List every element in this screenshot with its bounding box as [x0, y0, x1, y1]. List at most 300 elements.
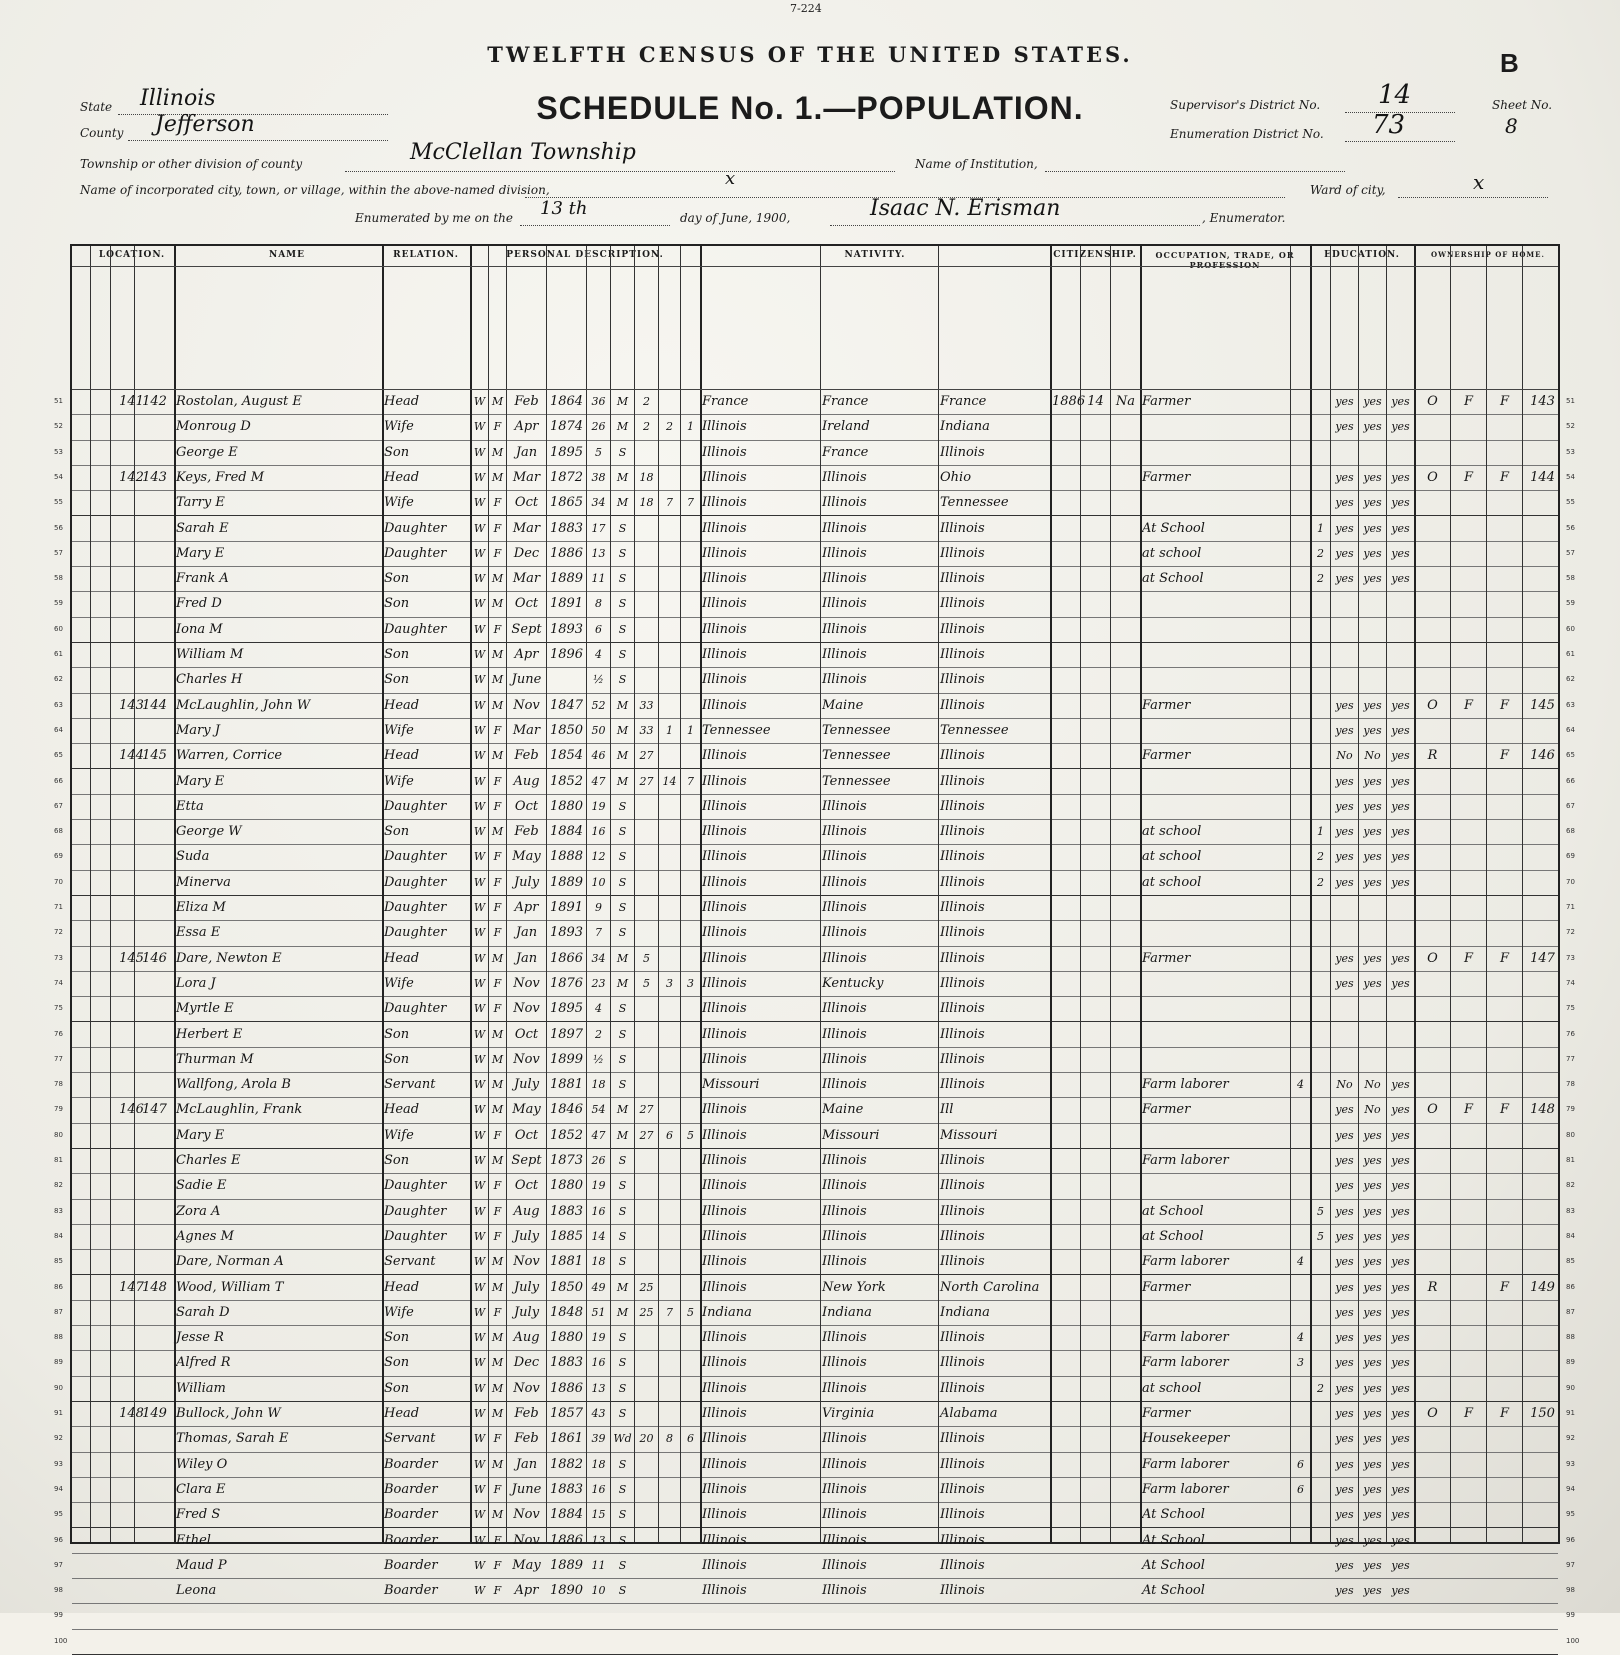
cell-imm	[1052, 465, 1079, 490]
cell-eng: yes	[1391, 1432, 1410, 1446]
cell-mo	[1292, 920, 1309, 945]
cell-sex: F	[493, 546, 502, 560]
cell-eng: yes	[1391, 1103, 1410, 1117]
line-number: 92	[54, 1434, 63, 1443]
cell-name: Zora A	[176, 1203, 221, 1219]
cell-sch	[1312, 1401, 1329, 1426]
table-row	[54, 1350, 1575, 1376]
cell-imm	[1052, 1578, 1079, 1603]
cell-ff: F	[1463, 469, 1474, 485]
cell-mc	[660, 920, 679, 945]
cell-read: yes	[1335, 976, 1354, 990]
cell-sex: F	[493, 1128, 502, 1142]
cell-imm	[1052, 642, 1079, 667]
cell-own: O	[1427, 950, 1438, 966]
cell-sch	[1312, 1426, 1329, 1451]
cell-month: Oct	[514, 596, 539, 612]
cell-month: Oct	[514, 1178, 539, 1194]
cell-sched	[1524, 1477, 1561, 1502]
cell-month	[508, 1603, 545, 1628]
cell-sch: 2	[1317, 850, 1324, 864]
line-number: 93	[1566, 1459, 1575, 1468]
cell-mar: S	[618, 597, 627, 611]
cell-mo	[1292, 1629, 1309, 1654]
cell-nat	[1112, 769, 1139, 794]
line-number: 78	[54, 1080, 63, 1089]
cell-sched	[1524, 1224, 1561, 1249]
cell-ff	[1452, 1528, 1485, 1553]
cell-own	[1416, 1426, 1449, 1451]
cell-eng: yes	[1391, 1558, 1410, 1572]
cell-mo	[1292, 591, 1309, 616]
cell-farm	[1488, 1072, 1521, 1097]
cell-mar: S	[618, 1204, 627, 1218]
population-table	[54, 244, 1580, 1645]
cell-nat	[1112, 920, 1139, 945]
column-rule	[1414, 246, 1416, 1542]
cell-year	[548, 667, 585, 692]
cell-occ: Farmer	[1142, 1102, 1191, 1118]
cell-write: yes	[1363, 774, 1382, 788]
cell-imm	[1052, 794, 1079, 819]
line-number: 99	[1566, 1611, 1575, 1620]
cell-month: May	[512, 849, 541, 865]
cell-read: yes	[1335, 1533, 1354, 1547]
cell-ml	[682, 819, 699, 844]
cell-pb: Indiana	[702, 1304, 752, 1320]
cell-sched	[1524, 769, 1561, 794]
cell-pb: Illinois	[702, 1557, 747, 1573]
cell-pb	[702, 1629, 819, 1654]
cell-yrs: 25	[639, 1280, 654, 1294]
cell-farm	[1488, 1528, 1521, 1553]
cell-nat	[1112, 1553, 1139, 1578]
cell-sched	[1524, 794, 1561, 819]
cell-yus: 14	[1087, 394, 1104, 409]
cell-ml	[682, 1275, 699, 1300]
line-number: 97	[1566, 1560, 1575, 1569]
column-rule	[1358, 246, 1359, 1542]
cell-pb: Illinois	[702, 1456, 747, 1472]
table-row	[54, 465, 1575, 491]
cell-rel	[384, 1629, 469, 1654]
cell-nat	[1112, 1629, 1139, 1654]
cell-age	[588, 1629, 609, 1654]
cell-sch	[1312, 642, 1329, 667]
cell-month: Oct	[514, 1127, 539, 1143]
cell-fam: 143	[142, 469, 167, 485]
cell-mo	[1292, 414, 1309, 439]
cell-occ	[1142, 996, 1289, 1021]
cell-age: 50	[591, 723, 606, 737]
cell-fb: Illinois	[822, 1051, 867, 1067]
cell-fam	[136, 819, 173, 844]
cell-ml: 1	[687, 723, 694, 737]
cell-mb: Illinois	[940, 1228, 985, 1244]
cell-mb: Illinois	[940, 545, 985, 561]
institution-label: Name of Institution,	[915, 157, 1038, 171]
cell-yus	[1082, 1553, 1109, 1578]
cell-rel: Son	[384, 1051, 410, 1067]
cell-own	[1416, 617, 1449, 642]
cell-read: yes	[1335, 1179, 1354, 1193]
cell-own	[1416, 895, 1449, 920]
table-row	[54, 1123, 1575, 1149]
cell-sch	[1312, 490, 1329, 515]
cell-rel: Son	[384, 1153, 410, 1168]
cell-rel: Wife	[384, 722, 414, 738]
line-number: 55	[54, 498, 63, 507]
cell-fam	[136, 1452, 173, 1477]
cell-sch	[1312, 1173, 1329, 1198]
cell-write: yes	[1363, 698, 1382, 712]
cell-mar: S	[618, 1407, 627, 1420]
line-number: 94	[54, 1484, 63, 1493]
cell-yus	[1082, 1148, 1109, 1173]
cell-yus	[1082, 440, 1109, 465]
cell-mc	[660, 1249, 679, 1274]
cell-year: 1893	[549, 621, 584, 637]
cell-color: W	[473, 1407, 486, 1420]
cell-color: W	[473, 1356, 486, 1370]
cell-yrs	[636, 591, 657, 616]
cell-ml	[682, 1350, 699, 1375]
cell-fam: 148	[142, 1279, 167, 1295]
cell-ff	[1452, 1275, 1485, 1300]
cell-ml: 5	[687, 1128, 694, 1142]
cell-imm	[1052, 1097, 1079, 1122]
cell-read: yes	[1335, 496, 1354, 510]
cell-yus	[1082, 1376, 1109, 1401]
cell-farm: F	[1499, 469, 1510, 485]
cell-mc	[660, 1047, 679, 1072]
cell-mar: S	[618, 1584, 627, 1598]
cell-color: W	[473, 1052, 486, 1066]
cell-mb: Illinois	[940, 444, 985, 460]
cell-mc	[660, 1502, 679, 1527]
cell-own: O	[1427, 697, 1438, 713]
column-rule	[110, 246, 111, 1542]
cell-color: W	[473, 1204, 486, 1218]
cell-ml	[682, 1199, 699, 1224]
cell-mar: S	[618, 1255, 627, 1269]
cell-color: W	[473, 749, 486, 763]
ward-value: x	[1473, 170, 1485, 194]
group-nativity: NATIVITY.	[844, 250, 906, 260]
cell-age: 11	[591, 1558, 606, 1572]
cell-farm	[1488, 414, 1521, 439]
cell-fam	[136, 1376, 173, 1401]
table-row	[54, 1325, 1575, 1351]
cell-mar: S	[618, 1558, 627, 1572]
cell-nat	[1112, 1452, 1139, 1477]
line-number: 58	[1566, 574, 1575, 583]
cell-read: yes	[1335, 850, 1354, 864]
cell-imm	[1052, 1553, 1079, 1578]
cell-nat	[1112, 895, 1139, 920]
cell-sched: 146	[1530, 748, 1555, 764]
cell-sch	[1312, 1528, 1329, 1553]
cell-farm	[1488, 617, 1521, 642]
cell-own: O	[1427, 394, 1438, 409]
cell-ff	[1452, 1578, 1485, 1603]
cell-sch	[1312, 946, 1329, 971]
cell-name: George E	[176, 444, 238, 460]
cell-yrs	[636, 1502, 657, 1527]
cell-ff	[1452, 1553, 1485, 1578]
cell-yus	[1082, 946, 1109, 971]
cell-rel: Wife	[384, 1304, 414, 1320]
cell-nat	[1112, 1578, 1139, 1603]
cell-sex: F	[493, 1482, 502, 1496]
cell-color: W	[473, 1255, 486, 1269]
cell-fb: Ireland	[822, 419, 870, 435]
cell-dw: 142	[119, 469, 144, 485]
line-number: 70	[54, 877, 63, 886]
cell-mb: Alabama	[940, 1406, 998, 1421]
cell-eng: yes	[1391, 1128, 1410, 1142]
cell-name: Mary J	[176, 722, 220, 738]
cell-read: yes	[1335, 1204, 1354, 1218]
city-label: Name of incorporated city, town, or village, within the above-named division,	[80, 183, 550, 197]
table-row	[54, 1376, 1575, 1402]
cell-sch	[1312, 591, 1329, 616]
cell-pb: Illinois	[702, 1431, 747, 1447]
cell-age: 16	[591, 825, 606, 839]
cell-nat	[1112, 591, 1139, 616]
line-number: 59	[1566, 599, 1575, 608]
cell-write: yes	[1363, 1356, 1382, 1370]
cell-yrs: 20	[639, 1432, 654, 1446]
cell-month: Feb	[514, 1406, 539, 1421]
cell-sched	[1524, 819, 1561, 844]
cell-month: Jan	[515, 925, 538, 941]
cell-pb: Illinois	[702, 495, 747, 511]
cell-eng: yes	[1391, 749, 1410, 763]
cell-eng: yes	[1391, 1154, 1410, 1167]
cell-ff	[1452, 642, 1485, 667]
cell-imm	[1052, 920, 1079, 945]
cell-ml	[682, 1047, 699, 1072]
line-number: 64	[54, 725, 63, 734]
cell-yrs	[636, 1173, 657, 1198]
cell-mb: Illinois	[940, 748, 985, 764]
cell-yus	[1082, 516, 1109, 541]
cell-mo	[1292, 1123, 1309, 1148]
table-row	[54, 895, 1575, 921]
cell-sch	[1312, 769, 1329, 794]
cell-age: 9	[595, 901, 602, 914]
cell-pb: Missouri	[702, 1077, 760, 1093]
cell-pb: Illinois	[702, 1228, 747, 1244]
cell-rel: Son	[384, 824, 410, 840]
cell-age: 2	[595, 1027, 602, 1041]
cell-age: 47	[591, 774, 606, 788]
cell-mo: 3	[1297, 1356, 1304, 1370]
cell-imm	[1052, 440, 1079, 465]
cell-year: 1895	[549, 1001, 584, 1017]
cell-color: W	[473, 648, 486, 661]
cell-age: 26	[591, 420, 606, 434]
cell-yrs: 27	[639, 1103, 654, 1117]
cell-imm	[1052, 1325, 1079, 1350]
line-number: 67	[1566, 801, 1575, 810]
cell-imm	[1052, 870, 1079, 895]
cell-farm	[1488, 1553, 1521, 1578]
cell-mo	[1292, 1173, 1309, 1198]
cell-year: 1891	[549, 596, 584, 612]
cell-rel: Daughter	[384, 849, 447, 865]
cell-fam	[136, 1199, 173, 1224]
state-label: State	[80, 100, 113, 114]
cell-mb: Illinois	[940, 1583, 985, 1599]
cell-imm	[1052, 1123, 1079, 1148]
cell-mb: Illinois	[940, 647, 985, 662]
cell-fb: Illinois	[822, 1153, 867, 1168]
cell-yrs	[636, 1224, 657, 1249]
cell-sex: M	[491, 749, 504, 763]
cell-ff	[1452, 440, 1485, 465]
cell-mo	[1292, 667, 1309, 692]
cell-write: No	[1364, 749, 1381, 763]
cell-pb: Illinois	[702, 900, 747, 915]
cell-read: yes	[1335, 799, 1354, 813]
cell-name: Alfred R	[176, 1355, 231, 1371]
cell-color: W	[473, 1533, 486, 1547]
line-number: 63	[54, 700, 63, 709]
cell-mar: M	[616, 951, 629, 965]
line-number: 62	[54, 675, 63, 684]
cell-age: 17	[591, 521, 606, 535]
cell-write	[1360, 617, 1385, 642]
cell-name: Leona	[176, 1583, 217, 1599]
cell-mar: S	[618, 546, 627, 560]
cell-name: Keys, Fred M	[176, 469, 265, 485]
line-number: 64	[1566, 725, 1575, 734]
enumerated-prefix: Enumerated by me on the	[355, 211, 513, 225]
cell-ml	[682, 1553, 699, 1578]
cell-sch	[1312, 1249, 1329, 1274]
cell-age: ½	[593, 1052, 604, 1066]
cell-own	[1416, 1148, 1449, 1173]
cell-mar: S	[618, 875, 627, 889]
cell-sched	[1524, 1350, 1561, 1375]
cell-mar: S	[618, 1381, 627, 1395]
cell-year: 1895	[549, 444, 584, 460]
cell-imm	[1052, 996, 1079, 1021]
cell-read: yes	[1335, 825, 1354, 839]
cell-write: yes	[1363, 1457, 1382, 1471]
cell-yus	[1082, 794, 1109, 819]
line-number: 94	[1566, 1484, 1575, 1493]
line-number: 100	[54, 1636, 68, 1645]
cell-imm	[1052, 1629, 1079, 1654]
cell-occ: Housekeeper	[1142, 1431, 1230, 1447]
cell-mar: S	[618, 901, 627, 914]
cell-eng	[1388, 440, 1413, 465]
cell-mb: Illinois	[940, 1254, 985, 1270]
cell-age: 13	[591, 546, 606, 560]
cell-nat	[1112, 1148, 1139, 1173]
cell-eng	[1388, 591, 1413, 616]
cell-name: McLaughlin, Frank	[176, 1102, 303, 1118]
cell-ml	[682, 1477, 699, 1502]
column-rule	[90, 246, 91, 1542]
cell-mo	[1292, 718, 1309, 743]
cell-age: 11	[591, 572, 606, 586]
cell-imm	[1052, 667, 1079, 692]
table-row	[54, 996, 1575, 1022]
cell-fb: Illinois	[822, 925, 867, 941]
cell-occ: at School	[1142, 1203, 1204, 1219]
cell-own	[1416, 1502, 1449, 1527]
cell-yrs: 2	[643, 395, 650, 408]
cell-ff	[1452, 1173, 1485, 1198]
cell-name: Tarry E	[176, 495, 225, 511]
cell-name: Warren, Corrice	[176, 748, 283, 764]
cell-yus	[1082, 743, 1109, 768]
cell-mo	[1292, 617, 1309, 642]
cell-ff	[1452, 667, 1485, 692]
cell-write: yes	[1363, 1179, 1382, 1193]
cell-ml	[682, 693, 699, 718]
cell-sex: M	[491, 1407, 504, 1420]
cell-occ: at School	[1142, 571, 1204, 587]
cell-rel: Son	[384, 1380, 410, 1396]
cell-year: 1893	[549, 925, 584, 941]
cell-sched	[1524, 1528, 1561, 1553]
group-name: NAME	[268, 250, 306, 260]
cell-yrs	[636, 617, 657, 642]
cell-ml	[682, 617, 699, 642]
cell-mb: Ohio	[940, 469, 972, 485]
cell-fam: 149	[142, 1406, 167, 1421]
line-number: 62	[1566, 675, 1575, 684]
cell-age: 13	[591, 1533, 606, 1547]
cell-nat	[1112, 819, 1139, 844]
cell-year: 1884	[549, 824, 584, 840]
cell-ml	[682, 794, 699, 819]
cell-fam	[136, 971, 173, 996]
cell-color: W	[473, 1229, 486, 1243]
cell-month: July	[513, 1228, 540, 1244]
cell-nat	[1112, 1325, 1139, 1350]
cell-fam	[136, 591, 173, 616]
cell-rel: Daughter	[384, 520, 447, 536]
cell-yrs	[636, 1603, 657, 1628]
cell-own	[1416, 1022, 1449, 1047]
cell-ml	[682, 996, 699, 1021]
cell-own	[1416, 667, 1449, 692]
line-number: 83	[54, 1206, 63, 1215]
cell-write: yes	[1363, 395, 1382, 408]
cell-mo	[1292, 1553, 1309, 1578]
schedule-title: SCHEDULE No. 1.—POPULATION.	[536, 90, 1084, 126]
cell-pb: Illinois	[702, 1051, 747, 1067]
cell-mar: M	[616, 470, 629, 484]
cell-write: yes	[1363, 521, 1382, 535]
cell-ff	[1452, 1022, 1485, 1047]
cell-rel	[384, 1603, 469, 1628]
cell-write: yes	[1363, 1305, 1382, 1319]
cell-name: Thomas, Sarah E	[176, 1431, 289, 1447]
cell-nat	[1112, 414, 1139, 439]
cell-month: Aug	[513, 773, 540, 789]
line-number: 96	[1566, 1535, 1575, 1544]
cell-rel: Wife	[384, 773, 414, 789]
cell-mc	[660, 1401, 679, 1426]
cell-color: W	[473, 1128, 486, 1142]
